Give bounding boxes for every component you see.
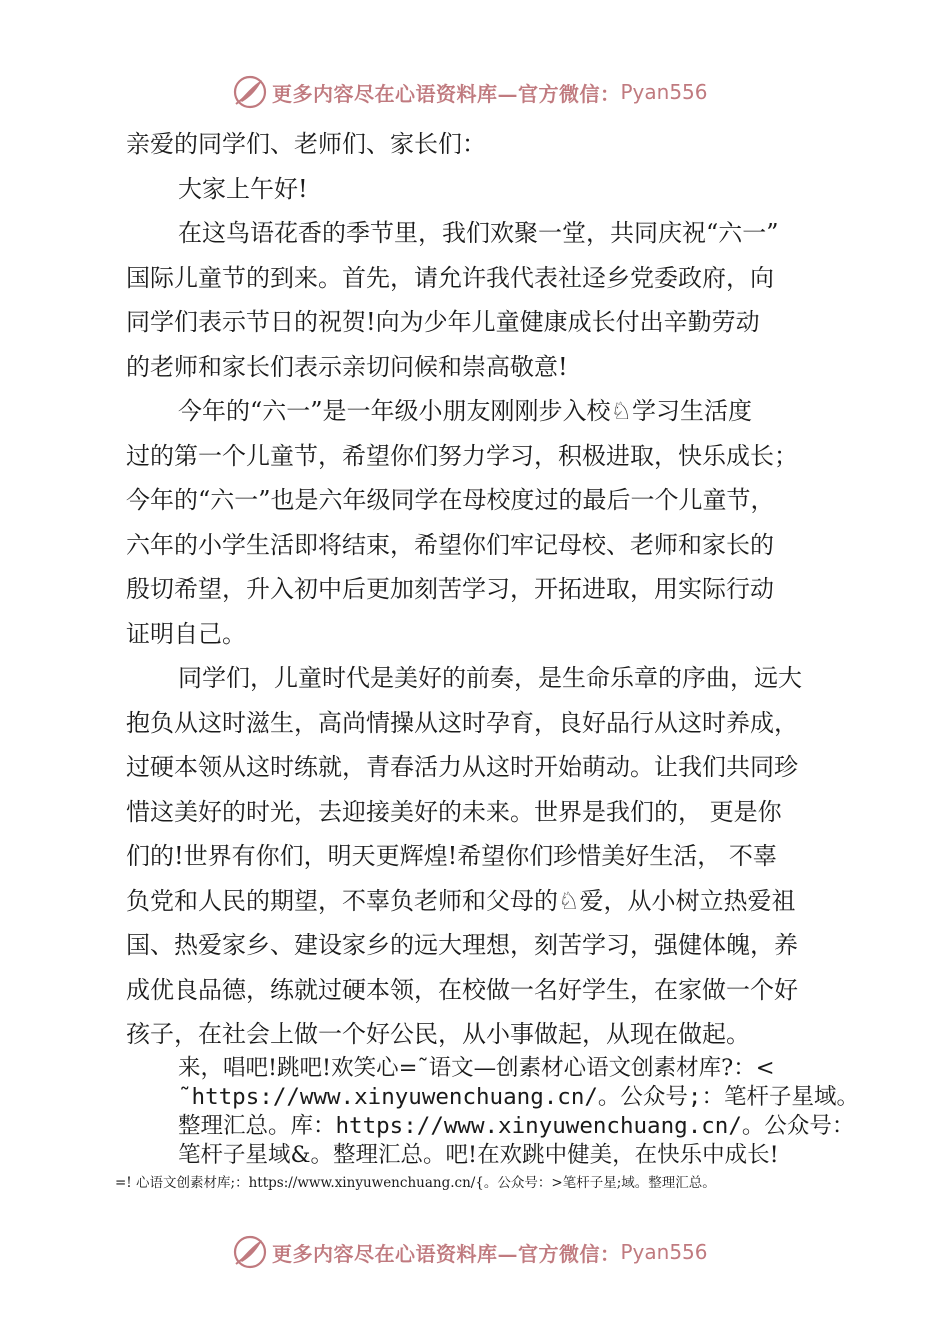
banner-text: 更多内容尽在心语资料库—官方微信： (272, 1241, 621, 1266)
footnote: =! 心语文创素材库;：https://www.xinyuwenchuang.cn/{。公众号：>笔杆子星;域。整理汇总。 (115, 1175, 716, 1191)
salutation: 亲爱的同学们、老师们、家长们： (126, 130, 486, 158)
closing-paragraph (178, 1054, 868, 1170)
paragraph-line: 负党和人民的期望，不辜负老师和父母的♘爱，从小树立热爱祖 (126, 886, 796, 915)
paragraph-line: 同学们表示节日的祝贺!向为少年儿童健康成长付出辛勤劳动 (126, 308, 760, 336)
paragraph-line: 成优良品德，练就过硬本领，在校做一名好学生，在家做一个好 (126, 975, 798, 1004)
closing-line: 整理汇总。库：https://www.xinyuwenchuang.cn/。公众号： (178, 1113, 855, 1139)
closing-line: 来，唱吧!跳吧!欢笑心=˜语文—创素材心语文创素材库?：< (178, 1055, 775, 1081)
paragraph-line: 大家上午好! (178, 174, 308, 203)
paragraph-line: 在这鸟语花香的季节里，我们欢聚一堂，共同庆祝“六一” (178, 219, 779, 247)
paragraph-line: 同学们，儿童时代是美好的前奏，是生命乐章的序曲，远大 (178, 664, 802, 692)
wechat-id: Pyan556 (620, 1240, 708, 1264)
wechat-id: Pyan556 (620, 80, 708, 104)
feather-logo-icon (232, 74, 268, 110)
paragraph-line: 证明自己。 (126, 619, 246, 648)
paragraph-line: 抱负从这时滋生，高尚情操从这时孕育，良好品行从这时养成， (126, 708, 798, 737)
paragraph-line: 过的第一个儿童节，希望你们努力学习，积极进取，快乐成长； (126, 441, 798, 470)
paragraph-line: 孩子，在社会上做一个好公民，从小事做起，从现在做起。 (126, 1020, 750, 1048)
banner-text: 更多内容尽在心语资料库—官方微信： (272, 81, 621, 106)
paragraph-line: 国际儿童节的到来。首先，请允许我代表社迳乡党委政府，向 (126, 263, 774, 292)
closing-line: ˜https://www.xinyuwenchuang.cn/。公众号;：笔杆子星域。 (178, 1084, 859, 1110)
paragraph-line: 的老师和家长们表示亲切问候和崇高敬意! (126, 352, 568, 381)
paragraph-line: 过硬本领从这时练就，青春活力从这时开始萌动。让我们共同珍 (126, 753, 798, 781)
paragraph-line: 们的!世界有你们，明天更辉煌!希望你们珍惜美好生活， 不辜 (126, 842, 777, 870)
closing-line: 笔杆子星域&。整理汇总。吧!在欢跳中健美，在快乐中成长! (178, 1142, 779, 1168)
paragraph-line: 惜这美好的时光，去迎接美好的未来。世界是我们的， 更是你 (126, 797, 782, 826)
paragraph-line: 国、热爱家乡、建设家乡的远大理想，刻苦学习，强健体魄，养 (126, 931, 798, 959)
document-body (126, 122, 846, 1057)
paragraph-line: 六年的小学生活即将结束，希望你们牢记母校、老师和家长的 (126, 530, 774, 559)
paragraph-line: 今年的“六一”也是六年级同学在母校度过的最后一个儿童节， (126, 486, 775, 514)
feather-logo-icon (232, 1234, 268, 1270)
paragraph-line: 殷切希望，升入初中后更加刻苦学习，开拓进取，用实际行动 (126, 575, 774, 603)
header-banner (232, 72, 708, 112)
footer-banner (232, 1232, 708, 1272)
paragraph-line: 今年的“六一”是一年级小朋友刚刚步入校♘学习生活度 (178, 397, 753, 425)
